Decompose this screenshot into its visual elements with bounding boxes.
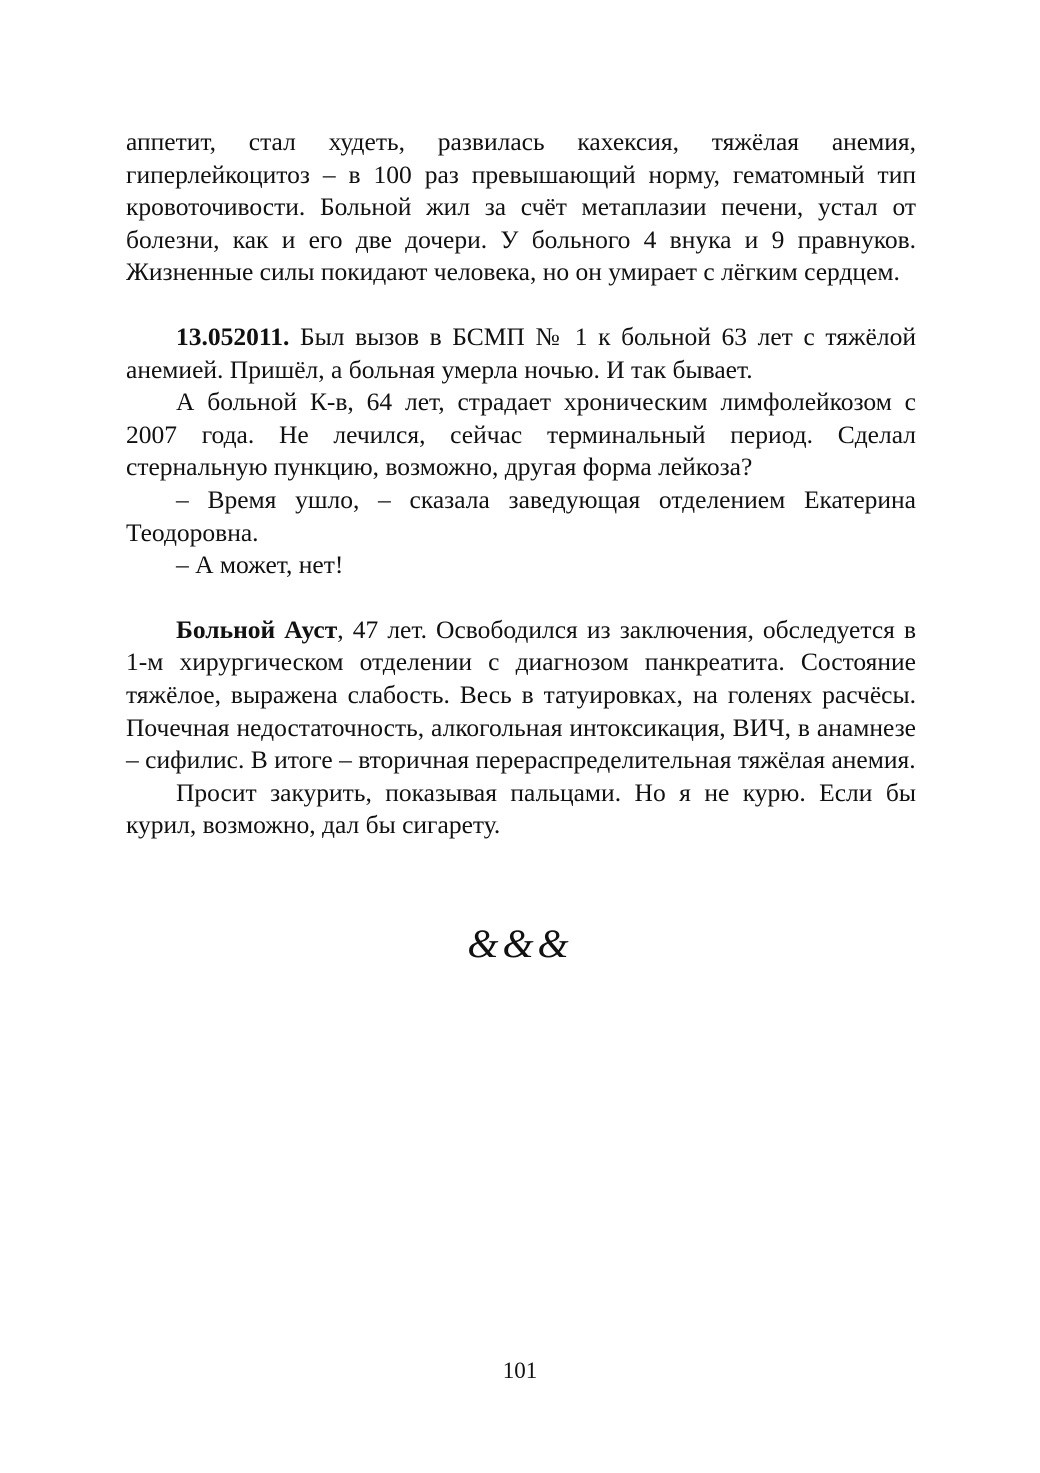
paragraph-dialogue-1: – Время ушло, – сказала заведующая отделением Екатерина Теодоровна. [126, 484, 916, 547]
paragraph-date-entry [126, 321, 916, 386]
paragraph-appetite: аппетит, стал худеть, развилась кахексия, тяжёлая анемия, гиперлейкоцитоз – в 100 раз превышающий норму, гематомный тип кровоточивости. Больной жил за счёт метаплазии печени, устал от болезни, как и его две дочери. У больного 4 внука и 9 правнуков. Жизненные силы покидают человека, но он умирает с лёгким сердцем. [126, 127, 916, 287]
section-ornament: &&& [467, 921, 573, 966]
page-body [126, 126, 916, 842]
patient-aust-text: , 47 лет. Освободился из заключения, обследуется в 1-м хирургическом отделении с диагнозом панкреатита. Состояние тяжёлое, выражена слабость. Весь в татуировках, на голенях расчёсы. Почечная недостаточность, алкогольная интоксикация, ВИЧ, в анамнезе – сифилис. В итоге – вторичная перераспределительная тяжёлая анемия. [126, 614, 916, 775]
patient-name-heading: Больной Ауст [176, 614, 338, 644]
paragraph-cigarette: Просит закурить, показывая пальцами. Но я не курю. Если бы курил, возможно, дал бы сигарету. [126, 777, 916, 840]
page-number: 101 [502, 1358, 538, 1383]
date-heading: 13.052011. [176, 321, 290, 351]
date-entry-text: Был вызов в БСМП № 1 к больной 63 лет с тяжёлой анемией. Пришёл, а больная умерла ночью. И так бывает. [126, 321, 916, 384]
paragraph-patient-aust [126, 614, 916, 777]
paragraph-dialogue-2: – А может, нет! [176, 550, 344, 580]
paragraph-patient-kv: А больной К-в, 64 лет, страдает хроническим лимфолейкозом с 2007 года. Не лечился, сейчас терминальный период. Сделал стернальную пункцию, возможно, другая форма лейкоза? [126, 387, 916, 482]
